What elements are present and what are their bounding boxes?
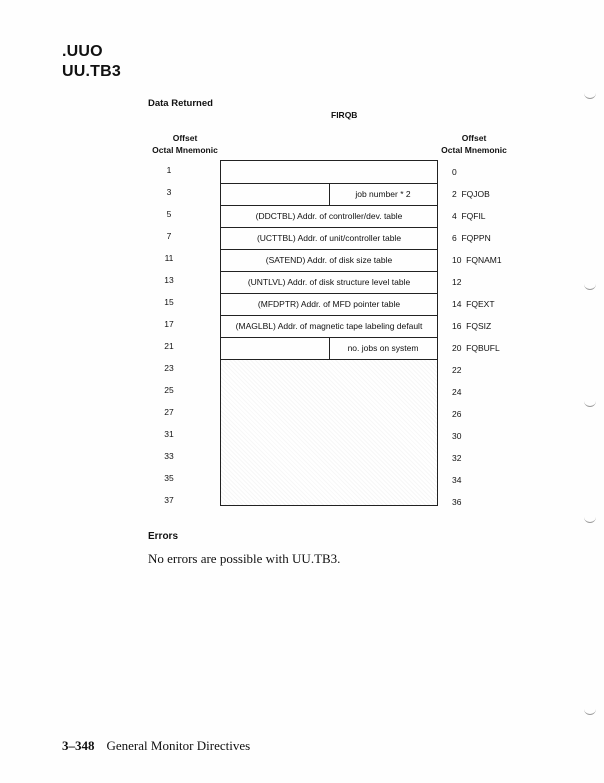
right-offset: 36 bbox=[452, 497, 462, 507]
page-footer bbox=[62, 738, 250, 754]
left-offset: 11 bbox=[164, 253, 174, 263]
table-row bbox=[221, 315, 437, 338]
unused-area bbox=[221, 359, 437, 505]
right-offset: 14 FQEXT bbox=[452, 299, 495, 309]
left-offset: 33 bbox=[164, 451, 174, 461]
right-offset: 4 FQFIL bbox=[452, 211, 486, 221]
field-description: (MAGLBL) Addr. of magnetic tape labeling default bbox=[235, 321, 423, 331]
margin-mark bbox=[584, 92, 596, 99]
left-offset: 25 bbox=[164, 385, 174, 395]
margin-mark bbox=[584, 283, 596, 290]
table-row bbox=[221, 227, 437, 250]
right-offset: 6 FQPPN bbox=[452, 233, 491, 243]
field-description: (UNTLVL) Addr. of disk structure level table bbox=[247, 277, 411, 287]
margin-mark bbox=[584, 400, 596, 407]
field-description: job number * 2 bbox=[355, 189, 411, 199]
left-column-header bbox=[140, 132, 230, 156]
left-offset: 15 bbox=[164, 297, 174, 307]
right-offset: 12 bbox=[452, 277, 462, 287]
left-header-octal: Octal Mnemonic bbox=[152, 145, 218, 155]
page-number: 3–348 bbox=[62, 738, 95, 753]
left-offset: 27 bbox=[164, 407, 174, 417]
right-offset: 30 bbox=[452, 431, 462, 441]
left-header-offset: Offset bbox=[172, 133, 198, 143]
right-offset: 20 FQBUFL bbox=[452, 343, 500, 353]
right-header-octal: Octal Mnemonic bbox=[441, 145, 507, 155]
footer-title: General Monitor Directives bbox=[106, 738, 251, 753]
field-description: (DDCTBL) Addr. of controller/dev. table bbox=[255, 211, 403, 221]
right-offset: 0 bbox=[452, 167, 457, 177]
table-row bbox=[221, 337, 437, 360]
table-row bbox=[221, 271, 437, 294]
directive-title: .UUO bbox=[62, 43, 103, 60]
left-offset: 31 bbox=[164, 429, 174, 439]
left-offset: 5 bbox=[166, 209, 172, 219]
left-offset: 13 bbox=[164, 275, 174, 285]
left-offset: 3 bbox=[166, 187, 172, 197]
right-offset: 2 FQJOB bbox=[452, 189, 490, 199]
left-offset: 23 bbox=[164, 363, 174, 373]
field-description: (SATEND) Addr. of disk size table bbox=[265, 255, 393, 265]
right-offset: 16 FQSIZ bbox=[452, 321, 492, 331]
errors-heading: Errors bbox=[148, 531, 179, 542]
margin-mark bbox=[584, 516, 596, 523]
table-row bbox=[221, 205, 437, 228]
section-heading: Data Returned bbox=[148, 98, 213, 109]
table-row bbox=[221, 293, 437, 316]
right-offset: 24 bbox=[452, 387, 462, 397]
field-description: (MFDPTR) Addr. of MFD pointer table bbox=[257, 299, 401, 309]
firqb-table bbox=[220, 160, 438, 506]
directive-subtitle: UU.TB3 bbox=[62, 63, 121, 80]
field-description: (UCTTBL) Addr. of unit/controller table bbox=[256, 233, 402, 243]
table-row bbox=[221, 161, 437, 184]
table-row bbox=[221, 249, 437, 272]
left-offset: 17 bbox=[164, 319, 174, 329]
left-offset: 35 bbox=[164, 473, 174, 483]
field-description: no. jobs on system bbox=[347, 343, 419, 353]
right-header-offset: Offset bbox=[461, 133, 487, 143]
margin-mark bbox=[584, 708, 596, 715]
errors-text: No errors are possible with UU.TB3. bbox=[148, 551, 341, 566]
right-offset: 26 bbox=[452, 409, 462, 419]
right-offset: 10 FQNAM1 bbox=[452, 255, 502, 265]
block-name: FIRQB bbox=[331, 110, 358, 120]
left-offset: 37 bbox=[164, 495, 174, 505]
left-offset: 7 bbox=[166, 231, 172, 241]
left-offset: 21 bbox=[164, 341, 174, 351]
right-offset: 22 bbox=[452, 365, 462, 375]
left-offset: 1 bbox=[166, 165, 172, 175]
right-offset: 34 bbox=[452, 475, 462, 485]
table-row bbox=[221, 183, 437, 206]
right-offset: 32 bbox=[452, 453, 462, 463]
right-column-header bbox=[432, 132, 516, 156]
